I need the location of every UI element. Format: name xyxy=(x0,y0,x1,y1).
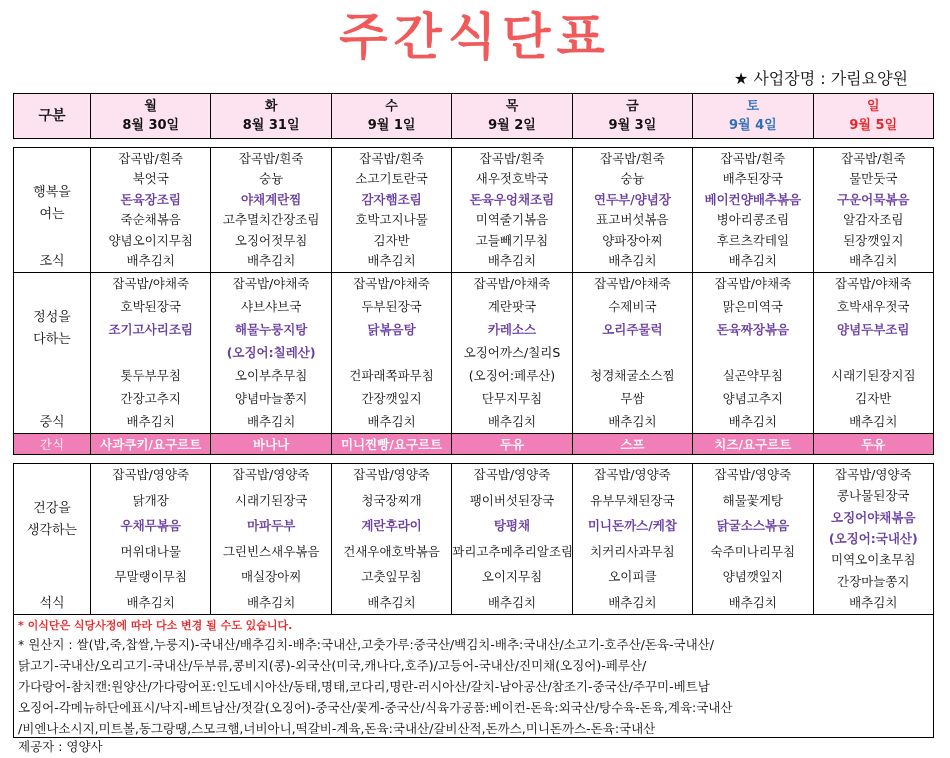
meal-name: 조식 xyxy=(39,254,65,269)
day-name: 금 xyxy=(626,99,639,114)
main-dish: 닭굴소스볶음 xyxy=(716,518,790,534)
menu-item xyxy=(814,345,933,361)
main-dish: 돈육장조림 xyxy=(120,191,181,207)
origin-line: * 원산지 : 쌀(밥,죽,찹쌀,누룽지)-국내산/배추김치-배추:국내산,고춧가루:중국산/백김치-배추:국내산/소고기-호주산/돈육-국내산/ xyxy=(18,637,714,652)
day-name: 토 xyxy=(746,99,760,114)
menu-item: 수제비국 xyxy=(608,299,657,314)
origin-line: 오징어-각메뉴하단에표시/낙지-베트남산/젓갈(오징어)-중국산/꽃게-중국산/식육가공품:베이컨-돈육:외국산/탕수육-돈육,계육:국내산 xyxy=(18,700,733,715)
day-header xyxy=(91,94,211,139)
breakfast-day-cell xyxy=(813,148,933,273)
day-header xyxy=(813,94,933,139)
menu-item: 양념고추지 xyxy=(722,391,784,406)
menu-item: 간장고추지 xyxy=(120,391,181,406)
menu-item xyxy=(573,345,692,361)
page-title: 주간식단표 xyxy=(339,8,611,66)
main-dish: (오징어:칠레산) xyxy=(226,345,316,360)
menu-item: 시래기된장국 xyxy=(234,492,308,508)
main-dish: 마파두부 xyxy=(246,518,296,534)
menu-item: 물만둣국 xyxy=(849,171,898,187)
menu-item: 두부된장국 xyxy=(361,299,422,314)
menu-item: 배추김치 xyxy=(487,594,537,610)
menu-item: 오징어까스/칠리S xyxy=(463,345,561,360)
menu-item: 배추김치 xyxy=(246,594,296,610)
main-dish: 돈육짜장볶음 xyxy=(716,322,790,337)
menu-item: 호박된장국 xyxy=(120,299,181,314)
menu-item: 그린빈스새우볶음 xyxy=(222,543,320,559)
menu-item: 배추김치 xyxy=(728,252,777,268)
menu-item: 김자반 xyxy=(373,232,410,248)
menu-item: 배추김치 xyxy=(728,594,777,610)
menu-item: 배추김치 xyxy=(246,414,296,429)
day-name: 화 xyxy=(264,99,278,114)
menu-item: 톳두부무침 xyxy=(120,368,181,383)
menu-item: 시래기된장지짐 xyxy=(831,368,916,383)
breakfast-day-cell xyxy=(693,148,813,273)
menu-item: 알감자조림 xyxy=(843,212,904,228)
day-header xyxy=(693,94,813,139)
menu-item: 숭늉 xyxy=(259,171,284,187)
meal-slogan: 다하는 xyxy=(33,332,71,347)
menu-item: 매실장아찌 xyxy=(240,569,302,585)
menu-item: 배추김치 xyxy=(487,414,537,429)
meal-slogan: 여는 xyxy=(39,207,65,222)
menu-item: 잡곡밥/영양죽 xyxy=(112,467,190,482)
day-name: 월 xyxy=(144,99,157,114)
day-date: 8월 30일 xyxy=(122,118,180,133)
menu-item: 잡곡밥/영양죽 xyxy=(714,467,792,482)
origin-line: 닭고기-국내산/오리고기-국내산/두부류,콩비지(콩)-외국산(미국,캐나다,호주)/고등어-국내산/진미채(오징어)-페루산/ xyxy=(18,658,647,673)
main-dish: 양념두부조림 xyxy=(837,322,910,337)
menu-item: 꽈리고추메추리알조림 xyxy=(452,543,574,559)
menu-item: 닭개장 xyxy=(132,492,169,508)
dinner-day-cell xyxy=(91,464,211,615)
day-header xyxy=(572,94,692,139)
meal-slogan: 정성을 xyxy=(33,310,71,325)
menu-item: 새우젓호박국 xyxy=(475,171,549,187)
origin-line: /비엔나소시지,미트볼,동그랑땡,스모크햄,너비아니,떡갈비-계육,돈육:국내산/갈비산적,돈까스,미니돈까스-돈육:국내산 xyxy=(18,721,656,736)
snack-item: 바나나 xyxy=(211,434,331,455)
day-name: 수 xyxy=(385,99,398,114)
dinner-day-cell xyxy=(331,464,451,615)
menu-item: 간장마늘쫑지 xyxy=(837,573,910,589)
origin-line: 가다랑어-참치캔:원양산/가다랑어포:인도네시아산/동태,명태,코다리,명란-러시아산/갈치-남아공산/참조기-중국산/주꾸미-베트남 xyxy=(18,679,710,694)
dinner-day-cell xyxy=(813,464,933,615)
day-date: 9월 1일 xyxy=(367,118,416,133)
menu-item: 잡곡밥/야채죽 xyxy=(834,276,912,291)
day-date: 9월 5일 xyxy=(849,118,898,133)
day-header xyxy=(211,94,331,139)
breakfast-row xyxy=(14,148,934,273)
menu-item: 양파장아찌 xyxy=(602,232,663,248)
menu-item: 잡곡밥/야채죽 xyxy=(353,276,430,291)
dinner-row xyxy=(14,464,934,615)
main-dish: 닭볶음탕 xyxy=(367,322,416,337)
menu-item: 오이피클 xyxy=(608,569,657,585)
menu-item xyxy=(332,345,451,361)
header-label: 구분 xyxy=(14,94,91,139)
menu-item: 배추김치 xyxy=(849,252,898,268)
dinner-day-cell xyxy=(211,464,331,615)
main-dish: 미니돈까스/케찹 xyxy=(587,518,677,534)
main-dish: 해물누룽지탕 xyxy=(234,322,308,337)
snack-item: 미니찐빵/요구르트 xyxy=(331,434,451,455)
menu-item: 미역오이초무침 xyxy=(831,552,916,568)
day-name: 일 xyxy=(866,99,880,114)
meal-slogan: 생각하는 xyxy=(26,523,78,538)
notes-box xyxy=(13,614,934,738)
day-header xyxy=(331,94,451,139)
main-dish: 우채무볶음 xyxy=(120,518,181,534)
lunch-day-cell xyxy=(813,273,933,434)
main-dish: 연두부/양념장 xyxy=(593,191,671,207)
menu-item: 잡곡밥/영양죽 xyxy=(594,467,671,482)
menu-item: 오이부추무침 xyxy=(234,368,308,383)
menu-item xyxy=(91,345,210,361)
lunch-row xyxy=(14,273,934,434)
menu-item: 병아리콩조림 xyxy=(716,212,790,228)
menu-item: 잡곡밥/야채죽 xyxy=(714,276,792,291)
lunch-day-cell xyxy=(693,273,813,434)
snack-row xyxy=(14,434,934,455)
main-dish: 감자햄조림 xyxy=(361,191,422,207)
meal-name: 중식 xyxy=(39,415,65,430)
supplier: 제공자 : 영양사 xyxy=(18,739,103,754)
breakfast-day-cell xyxy=(91,148,211,273)
main-dish: 베이컨양배추볶음 xyxy=(704,191,802,207)
main-dish: 돈육우엉채조림 xyxy=(469,191,555,207)
day-date: 8월 31일 xyxy=(242,118,300,133)
meal-name: 석식 xyxy=(39,596,65,611)
menu-item: 배추김치 xyxy=(608,414,657,429)
snack-item: 스프 xyxy=(572,434,692,455)
main-dish: 야채계란찜 xyxy=(240,191,302,207)
menu-item: 잡곡밥/흰죽 xyxy=(720,151,786,166)
menu-item: 잡곡밥/흰죽 xyxy=(359,151,424,166)
main-dish: 오리주물럭 xyxy=(602,322,663,337)
lunch-day-cell xyxy=(211,273,331,434)
menu-item: 오징어젓무침 xyxy=(234,232,308,248)
menu-item: 청국장찌개 xyxy=(361,492,422,508)
menu-item: 배추김치 xyxy=(126,252,175,268)
main-dish: (오징어:국내산) xyxy=(828,530,918,546)
day-date: 9월 3일 xyxy=(608,118,657,133)
main-dish: 구운어묵볶음 xyxy=(837,191,910,207)
menu-item: 머위대나물 xyxy=(120,543,181,559)
menu-item: 배추김치 xyxy=(849,594,898,610)
menu-item: 건새우애호박볶음 xyxy=(343,543,440,559)
change-notice: * 이식단은 식당사정에 따라 다소 변경 될 수도 있습니다. xyxy=(18,619,293,632)
menu-item: 고추멸치간장조림 xyxy=(222,212,320,228)
lunch-day-cell xyxy=(91,273,211,434)
main-dish: 오징어야채볶음 xyxy=(831,509,916,525)
menu-item: 팽이버섯된장국 xyxy=(469,492,555,508)
menu-item: 잡곡밥/영양죽 xyxy=(353,467,430,482)
breakfast-day-cell xyxy=(331,148,451,273)
menu-item: 잡곡밥/야채죽 xyxy=(473,276,551,291)
menu-item: 오이지무침 xyxy=(481,569,543,585)
meal-slogan: 건강을 xyxy=(33,501,71,516)
menu-item: 잡곡밥/흰죽 xyxy=(840,151,906,166)
menu-item: 배추김치 xyxy=(367,252,416,268)
menu-item: 후르츠칵테일 xyxy=(716,232,790,248)
menu-item: 배추김치 xyxy=(367,414,416,429)
menu-item: 양념마늘쫑지 xyxy=(234,391,308,406)
menu-item: 치커리사과무침 xyxy=(590,543,675,559)
menu-item: 배추김치 xyxy=(126,594,175,610)
snack-item: 두유 xyxy=(452,434,572,455)
meal-slogan: 행복을 xyxy=(33,185,71,200)
lunch-day-cell xyxy=(572,273,692,434)
day-header xyxy=(452,94,572,139)
main-dish: 탕평채 xyxy=(493,518,531,534)
menu-item: 잡곡밥/영양죽 xyxy=(232,467,310,482)
day-date: 9월 4일 xyxy=(728,118,777,133)
menu-item: 실곤약무침 xyxy=(722,368,784,383)
menu-item: 북엇국 xyxy=(132,171,169,187)
menu-item: 계란팟국 xyxy=(487,299,537,314)
menu-item: 해물꽃게탕 xyxy=(722,492,784,508)
menu-item: 배추김치 xyxy=(487,252,537,268)
menu-item: 된장깻잎지 xyxy=(843,232,904,248)
dinner-day-cell xyxy=(693,464,813,615)
menu-item: 양념오이지무침 xyxy=(108,232,193,248)
menu-item: 호박새우젓국 xyxy=(837,299,910,314)
menu-item: 건파래쪽파무침 xyxy=(349,368,434,383)
main-dish: 계란후라이 xyxy=(361,518,422,534)
menu-item: (오징어:페루산) xyxy=(468,368,556,383)
menu-item: 유부무채된장국 xyxy=(590,492,675,508)
dinner-day-cell xyxy=(572,464,692,615)
breakfast-day-cell xyxy=(572,148,692,273)
menu-item: 청경채굴소스찜 xyxy=(590,368,675,383)
menu-item: 샤브샤브국 xyxy=(240,299,302,314)
menu-item: 무말랭이무침 xyxy=(114,569,187,585)
menu-item: 양념깻잎지 xyxy=(722,569,784,585)
menu-item: 잡곡밥/흰죽 xyxy=(479,151,545,166)
menu-item: 배추김치 xyxy=(246,252,296,268)
breakfast-day-cell xyxy=(211,148,331,273)
dinner-day-cell xyxy=(452,464,572,615)
menu-item: 호박고지나물 xyxy=(355,212,428,228)
menu-table xyxy=(13,93,934,615)
menu-item: 잡곡밥/야채죽 xyxy=(112,276,190,291)
menu-item: 잡곡밥/흰죽 xyxy=(238,151,304,166)
menu-item: 죽순채볶음 xyxy=(120,212,181,228)
lunch-day-cell xyxy=(452,273,572,434)
menu-item: 배추김치 xyxy=(728,414,777,429)
menu-item: 잡곡밥/야채죽 xyxy=(594,276,671,291)
snack-label: 간식 xyxy=(14,434,91,455)
menu-item: 무쌈 xyxy=(620,391,645,406)
menu-item xyxy=(693,345,812,361)
menu-item: 잡곡밥/흰죽 xyxy=(118,151,183,166)
menu-item: 잡곡밥/야채죽 xyxy=(232,276,310,291)
breakfast-label xyxy=(14,148,91,273)
snack-item: 사과쿠키/요구르트 xyxy=(91,434,211,455)
day-name: 목 xyxy=(505,99,519,114)
lunch-day-cell xyxy=(331,273,451,434)
menu-item: 배추김치 xyxy=(608,252,657,268)
menu-item: 숙주미나리무침 xyxy=(710,543,796,559)
menu-item: 고춧잎무침 xyxy=(361,569,422,585)
day-date: 9월 2일 xyxy=(488,118,536,133)
menu-item: 배추김치 xyxy=(608,594,657,610)
dinner-label xyxy=(14,464,91,615)
header-row xyxy=(14,94,934,139)
breakfast-day-cell xyxy=(452,148,572,273)
snack-item: 두유 xyxy=(813,434,933,455)
main-dish: 카레소스 xyxy=(487,322,537,337)
snack-item: 치즈/요구르트 xyxy=(693,434,813,455)
menu-item: 단무지무침 xyxy=(481,391,543,406)
menu-item: 콩나물된장국 xyxy=(837,488,910,504)
menu-item: 배추김치 xyxy=(849,414,898,429)
menu-item: 미역줄기볶음 xyxy=(475,212,549,228)
menu-item: 배추된장국 xyxy=(722,171,784,187)
menu-item: 김자반 xyxy=(855,391,892,406)
menu-item: 맑은미역국 xyxy=(722,299,784,314)
menu-item: 잡곡밥/흰죽 xyxy=(600,151,665,166)
menu-item: 소고기토란국 xyxy=(355,171,428,187)
menu-item: 숭늉 xyxy=(620,171,645,187)
business-name: ★ 사업장명 : 가림요양원 xyxy=(733,69,908,88)
menu-item: 고들빼기무침 xyxy=(475,232,549,248)
menu-item: 표고버섯볶음 xyxy=(596,212,669,228)
menu-item: 잡곡밥/영양죽 xyxy=(473,467,551,482)
main-dish: 조기고사리조림 xyxy=(108,322,193,337)
menu-item: 배추김치 xyxy=(367,594,416,610)
menu-item: 배추김치 xyxy=(126,414,175,429)
menu-item: 간장깻잎지 xyxy=(361,391,422,406)
menu-item: 잡곡밥/영양죽 xyxy=(834,467,912,482)
lunch-label xyxy=(14,273,91,434)
